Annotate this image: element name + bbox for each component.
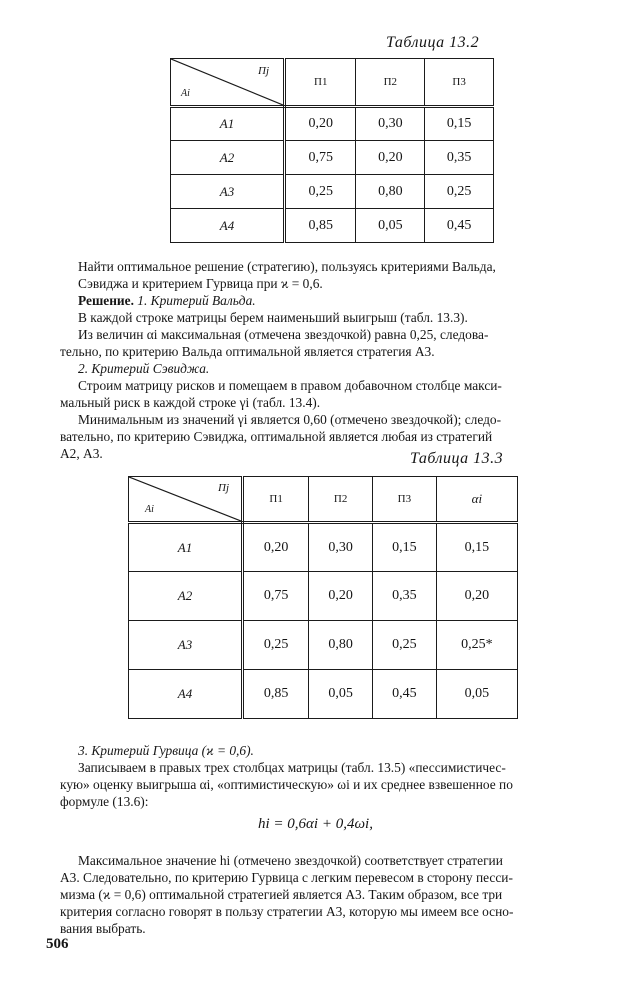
table-cell: 0,85 bbox=[285, 209, 356, 243]
corner-cell bbox=[129, 477, 243, 523]
page-number: 506 bbox=[46, 936, 69, 952]
corner-row-label: Аi bbox=[181, 88, 190, 99]
criterion-1-heading: 1. Критерий Вальда. bbox=[137, 293, 256, 308]
table-header-row bbox=[129, 477, 518, 523]
text-line: Строим матрицу рисков и помещаем в правом добавочном столбце макси- bbox=[78, 378, 502, 393]
paragraph-wald-1 bbox=[78, 309, 602, 326]
table-cell: 0,15 bbox=[436, 523, 517, 572]
solution-heading bbox=[78, 292, 602, 309]
table-cell: 0,15 bbox=[373, 523, 437, 572]
hurwicz-formula: hi = 0,6αi + 0,4ωi, bbox=[258, 816, 373, 832]
text-line: формуле (13.6): bbox=[60, 794, 149, 809]
row-label: А2 bbox=[129, 572, 243, 621]
text-line: тельно, по критерию Вальда оптимальной является стратегия А3. bbox=[60, 344, 435, 359]
text-line: В каждой строке матрицы берем наименьший выигрыш (табл. 13.3). bbox=[78, 310, 468, 325]
col-header: П1 bbox=[243, 477, 309, 523]
table-row bbox=[171, 107, 494, 141]
table-cell: 0,35 bbox=[425, 141, 494, 175]
col-header: П2 bbox=[356, 59, 425, 107]
table-cell: 0,20 bbox=[436, 572, 517, 621]
table-13-2 bbox=[170, 58, 494, 243]
text-line: мизма (ϰ = 0,6) оптимальной стратегией является А3. Таким образом, все три bbox=[60, 887, 503, 902]
table-row bbox=[171, 141, 494, 175]
table-cell: 0,75 bbox=[285, 141, 356, 175]
text-line: Минимальным из значений γi является 0,60 (отмечено звездочкой); следо- bbox=[78, 412, 502, 427]
row-label: А3 bbox=[129, 621, 243, 670]
corner-cell bbox=[171, 59, 285, 107]
table-cell: 0,25 bbox=[425, 175, 494, 209]
table-header-row bbox=[171, 59, 494, 107]
table-cell: 0,25 bbox=[373, 621, 437, 670]
solution-label: Решение. bbox=[78, 293, 134, 308]
table-row bbox=[129, 523, 518, 572]
paragraph-hurwicz-2 bbox=[60, 852, 602, 937]
table-cell: 0,25 bbox=[285, 175, 356, 209]
table-row bbox=[129, 621, 518, 670]
text-line: Записываем в правых трех столбцах матрицы (табл. 13.5) «пессимистичес- bbox=[78, 760, 506, 775]
criterion-3-heading: 3. Критерий Гурвица (ϰ = 0,6). bbox=[78, 743, 254, 758]
table-cell: 0,30 bbox=[309, 523, 373, 572]
col-header: П3 bbox=[373, 477, 437, 523]
row-label: А2 bbox=[171, 141, 285, 175]
table-cell: 0,25 bbox=[243, 621, 309, 670]
text-line: критерия согласно говорят в пользу стратегии А3, которую мы имеем все осно- bbox=[60, 904, 514, 919]
corner-row-label: Аi bbox=[145, 504, 154, 515]
table-cell: 0,85 bbox=[243, 670, 309, 719]
table-cell: 0,05 bbox=[356, 209, 425, 243]
row-label: А4 bbox=[129, 670, 243, 719]
table-cell: 0,75 bbox=[243, 572, 309, 621]
table-row bbox=[171, 175, 494, 209]
text-line: вания выбрать. bbox=[60, 921, 146, 936]
table-13-3 bbox=[128, 476, 518, 719]
table-cell: 0,80 bbox=[309, 621, 373, 670]
corner-col-label: Пj bbox=[218, 482, 229, 494]
paragraph-hurwicz-1 bbox=[60, 759, 602, 810]
text-line: Найти оптимальное решение (стратегию), пользуясь критериями Вальда, bbox=[78, 259, 496, 274]
corner-col-label: Пj bbox=[258, 65, 269, 77]
col-header-alpha: αi bbox=[436, 477, 517, 523]
table-cell: 0,05 bbox=[436, 670, 517, 719]
text-line: Максимальное значение hi (отмечено звездочкой) соответствует стратегии bbox=[78, 853, 503, 868]
row-label: А1 bbox=[171, 107, 285, 141]
table-13-2-caption: Таблица 13.2 bbox=[386, 34, 480, 51]
row-label: А1 bbox=[129, 523, 243, 572]
text-line: мальный риск в каждой строке γi (табл. 13.4). bbox=[60, 395, 321, 410]
table-cell: 0,15 bbox=[425, 107, 494, 141]
table-cell: 0,35 bbox=[373, 572, 437, 621]
table-cell: 0,45 bbox=[425, 209, 494, 243]
row-label: А3 bbox=[171, 175, 285, 209]
text-line: кую» оценку выигрыша αi, «оптимистическую» ωi и их среднее взвешенное по bbox=[60, 777, 513, 792]
col-header: П2 bbox=[309, 477, 373, 523]
table-row bbox=[171, 209, 494, 243]
table-cell: 0,45 bbox=[373, 670, 437, 719]
table-cell: 0,20 bbox=[285, 107, 356, 141]
paragraph-savage-1 bbox=[60, 377, 602, 411]
paragraph-savage-2 bbox=[60, 411, 602, 462]
col-header: П1 bbox=[285, 59, 356, 107]
col-header: П3 bbox=[425, 59, 494, 107]
table-row bbox=[129, 670, 518, 719]
problem-statement bbox=[78, 258, 602, 292]
text-line: Сэвиджа и критерием Гурвица при ϰ = 0,6. bbox=[78, 276, 323, 291]
table-cell: 0,20 bbox=[356, 141, 425, 175]
paragraph-wald-2 bbox=[60, 326, 602, 360]
table-cell: 0,05 bbox=[309, 670, 373, 719]
criterion-2-heading: 2. Критерий Сэвиджа. bbox=[78, 361, 210, 376]
table-cell: 0,20 bbox=[309, 572, 373, 621]
text-line: А2, А3. bbox=[60, 446, 103, 461]
table-row bbox=[129, 572, 518, 621]
table-13-3-caption: Таблица 13.3 bbox=[410, 450, 504, 467]
table-cell: 0,30 bbox=[356, 107, 425, 141]
table-cell: 0,20 bbox=[243, 523, 309, 572]
row-label: А4 bbox=[171, 209, 285, 243]
table-cell: 0,80 bbox=[356, 175, 425, 209]
text-line: вательно, по критерию Сэвиджа, оптимальной является любая из стратегий bbox=[60, 429, 493, 444]
text-line: Из величин αi максимальная (отмечена звездочкой) равна 0,25, следова- bbox=[78, 327, 489, 342]
text-line: А3. Следовательно, по критерию Гурвица с легким перевесом в сторону песси- bbox=[60, 870, 513, 885]
table-cell: 0,25* bbox=[436, 621, 517, 670]
